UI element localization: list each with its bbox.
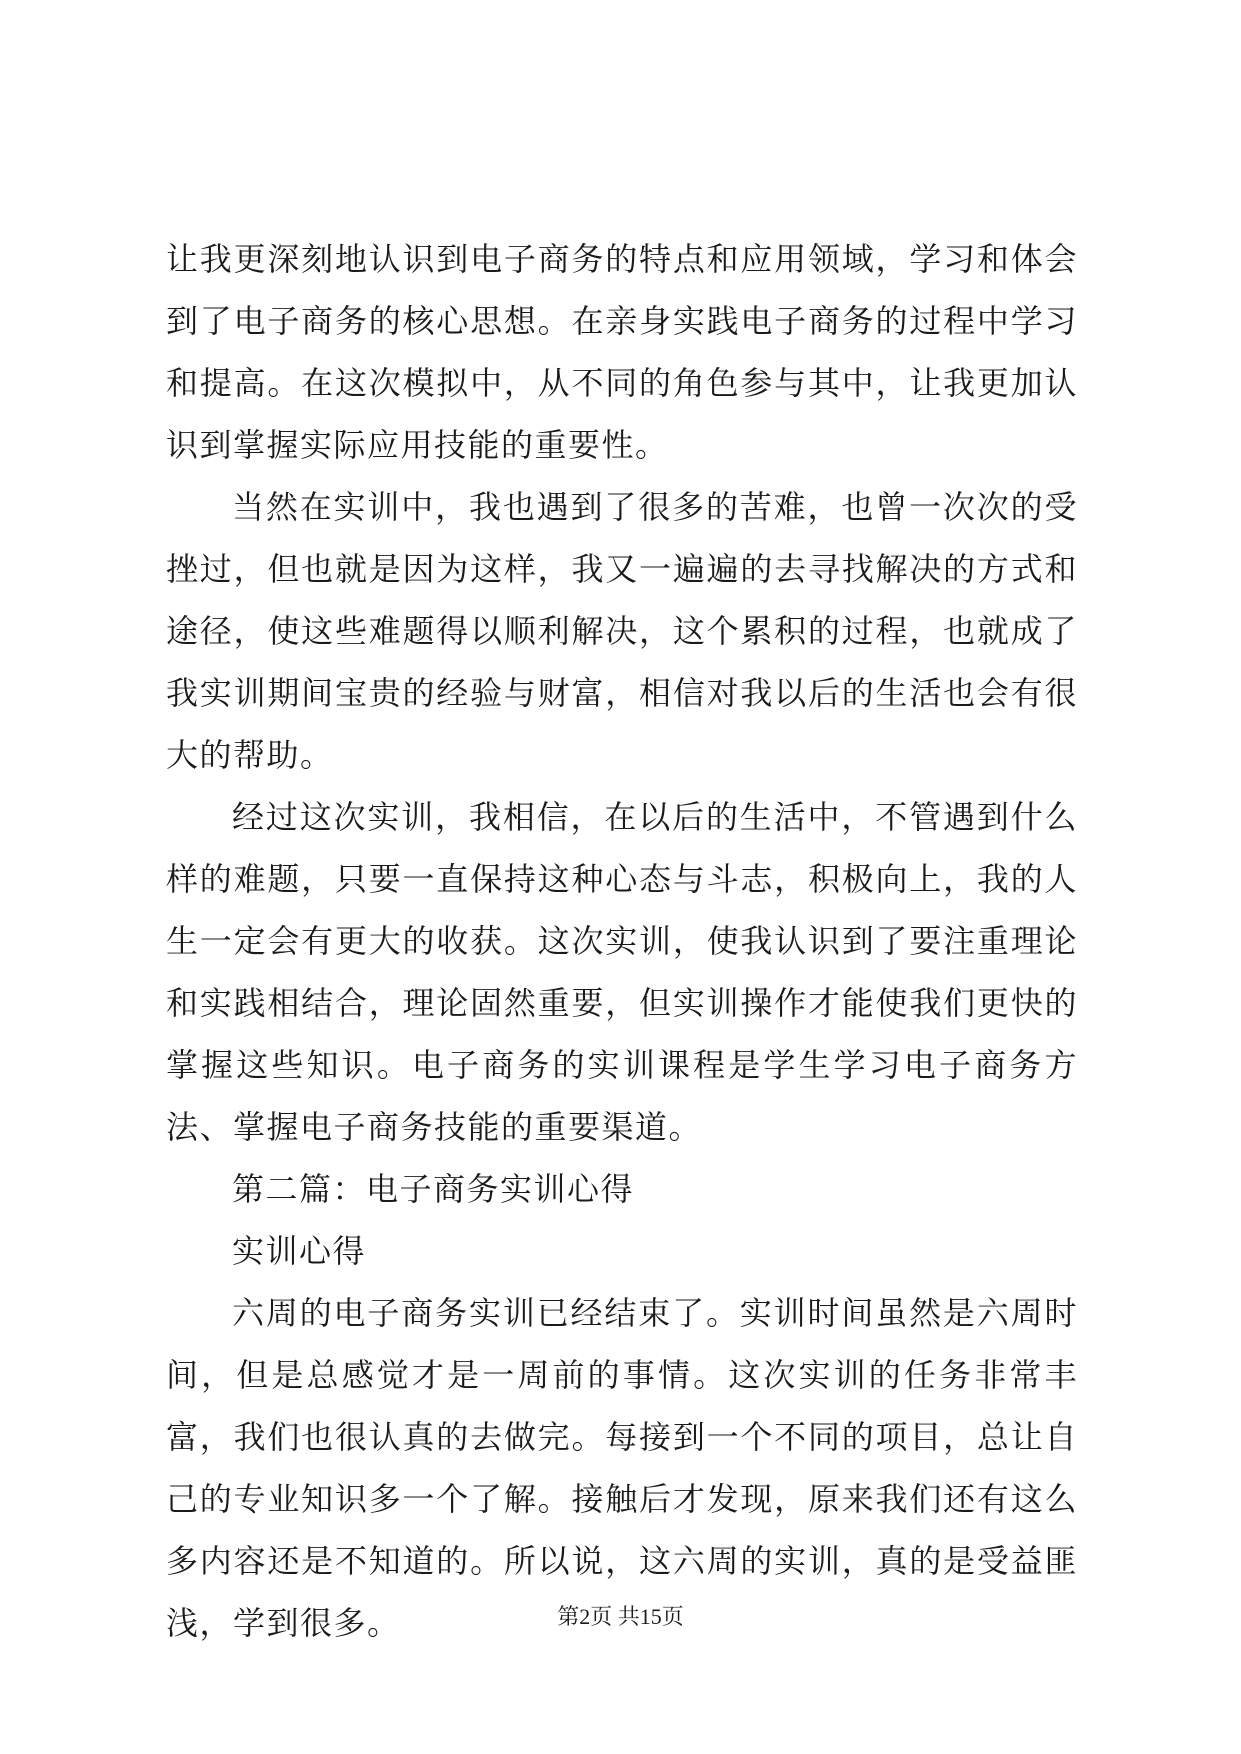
section-heading: 第二篇：电子商务实训心得 <box>232 1170 635 1208</box>
paragraph-4: 六周的电子商务实训已经结束了。实训时间虽然是六周时间，但是总感觉才是一周前的事情。这次实训的任务非常丰富，我们也很认真的去做完。每接到一个不同的项目，总让自己的专业知识多一个了解。接触后才发现，原来我们还有这么多内容还是不知道的。所以说，这六周的实训，真的是受益匪浅，学到很多。 <box>166 1294 1078 1642</box>
paragraph-3: 经过这次实训，我相信，在以后的生活中，不管遇到什么样的难题，只要一直保持这种心态与斗志，积极向上，我的人生一定会有更大的收获。这次实训，使我认识到了要注重理论和实践相结合，理论固然重要，但实训操作才能使我们更快的掌握这些知识。电子商务的实训课程是学生学习电子商务方法、掌握电子商务技能的重要渠道。 <box>166 798 1078 1146</box>
paragraph-1: 让我更深刻地认识到电子商务的特点和应用领域，学习和体会到了电子商务的核心思想。在亲身实践电子商务的过程中学习和提高。在这次模拟中，从不同的角色参与其中，让我更加认识到掌握实际应用技能的重要性。 <box>166 240 1078 464</box>
page-footer: 第2页 共15页 <box>557 1604 684 1629</box>
section-subheading: 实训心得 <box>232 1232 367 1270</box>
document-body <box>166 228 1078 1654</box>
paragraph-2: 当然在实训中，我也遇到了很多的苦难，也曾一次次的受挫过，但也就是因为这样，我又一遍遍的去寻找解决的方式和途径，使这些难题得以顺利解决，这个累积的过程，也就成了我实训期间宝贵的经验与财富，相信对我以后的生活也会有很大的帮助。 <box>166 488 1078 774</box>
